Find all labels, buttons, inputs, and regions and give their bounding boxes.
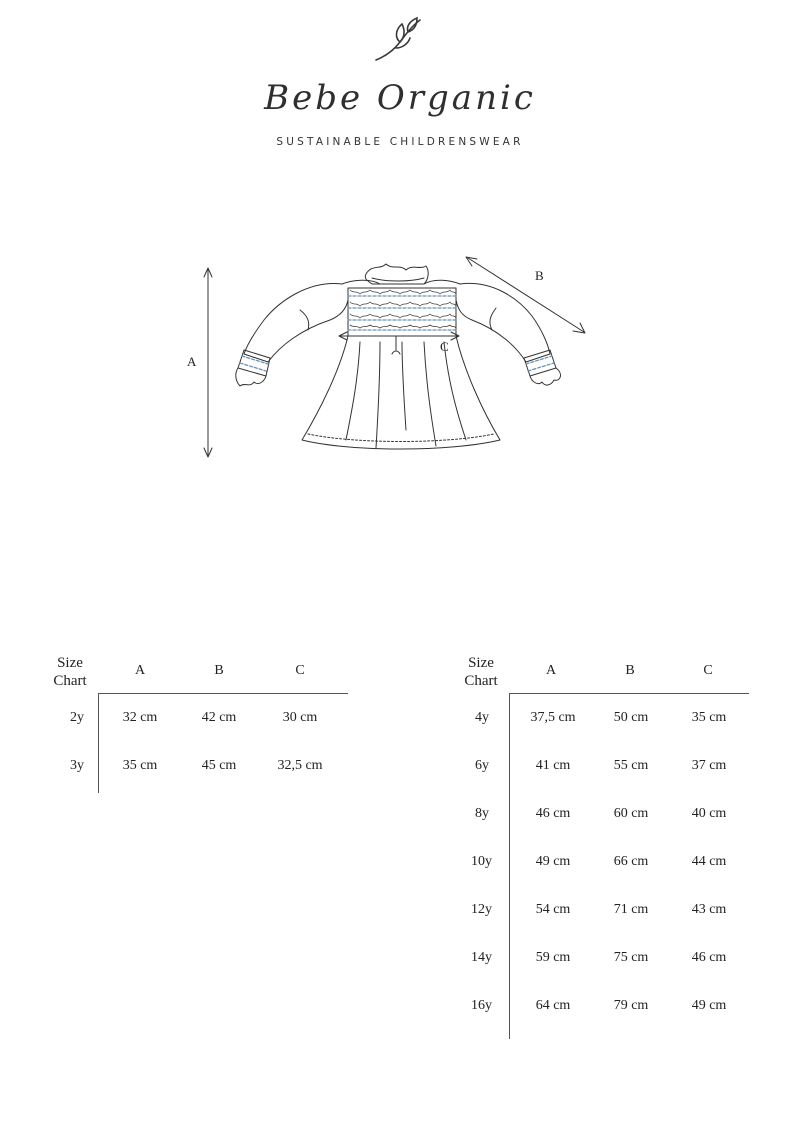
size-cell: 10y (471, 854, 492, 869)
column-header-b: B (625, 663, 635, 678)
column-header-c: C (295, 663, 305, 678)
value-cell-a: 64 cm (535, 998, 571, 1013)
value-cell-c: 30 cm (282, 710, 318, 725)
dimension-label-b: B (535, 268, 544, 283)
column-header-a: A (134, 663, 146, 678)
size-chart-title-line2: Chart (464, 673, 498, 689)
value-cell-b: 50 cm (613, 710, 649, 725)
column-header-b: B (214, 663, 224, 678)
value-cell-c: 35 cm (691, 710, 727, 725)
size-chart-title-line1: Size (57, 655, 83, 671)
size-chart-table-small (44, 654, 354, 804)
value-cell-a: 35 cm (122, 758, 158, 773)
size-chart-table-large (455, 654, 755, 1054)
header-divider (98, 693, 348, 694)
value-cell-c: 40 cm (691, 806, 727, 821)
value-cell-b: 75 cm (613, 950, 649, 965)
column-divider (509, 693, 510, 1039)
size-chart-title (455, 654, 507, 690)
value-cell-c: 43 cm (691, 902, 727, 917)
size-cell: 3y (70, 758, 84, 773)
brand-name: Bebe Organic (264, 78, 536, 118)
value-cell-b: 55 cm (613, 758, 649, 773)
value-cell-a: 59 cm (535, 950, 571, 965)
leaf-sprig-icon (370, 16, 430, 68)
value-cell-a: 46 cm (535, 806, 571, 821)
size-cell: 4y (475, 710, 489, 725)
size-chart-title-line1: Size (468, 655, 494, 671)
dimension-label-c: C (440, 339, 449, 354)
size-chart-title-line2: Chart (53, 673, 87, 689)
value-cell-a: 41 cm (535, 758, 571, 773)
size-cell: 16y (471, 998, 492, 1013)
value-cell-a: 32 cm (122, 710, 158, 725)
value-cell-b: 66 cm (613, 854, 649, 869)
size-cell: 6y (475, 758, 489, 773)
value-cell-b: 45 cm (201, 758, 237, 773)
value-cell-c: 46 cm (691, 950, 727, 965)
brand-tagline: SUSTAINABLE CHILDRENSWEAR (276, 136, 524, 148)
size-chart-title (44, 654, 96, 690)
size-cell: 14y (471, 950, 492, 965)
size-cell: 8y (475, 806, 489, 821)
value-cell-b: 79 cm (613, 998, 649, 1013)
size-cell: 12y (471, 902, 492, 917)
value-cell-c: 49 cm (691, 998, 727, 1013)
value-cell-b: 60 cm (613, 806, 649, 821)
value-cell-a: 54 cm (535, 902, 571, 917)
value-cell-a: 37,5 cm (530, 710, 576, 725)
value-cell-a: 49 cm (535, 854, 571, 869)
header-divider (509, 693, 749, 694)
value-cell-c: 32,5 cm (277, 758, 323, 773)
column-header-c: C (703, 663, 713, 678)
size-cell: 2y (70, 710, 84, 725)
dimension-label-a: A (187, 354, 197, 369)
column-header-a: A (545, 663, 557, 678)
column-divider (98, 693, 99, 793)
value-cell-b: 71 cm (613, 902, 649, 917)
value-cell-c: 44 cm (691, 854, 727, 869)
value-cell-b: 42 cm (201, 710, 237, 725)
value-cell-c: 37 cm (691, 758, 727, 773)
